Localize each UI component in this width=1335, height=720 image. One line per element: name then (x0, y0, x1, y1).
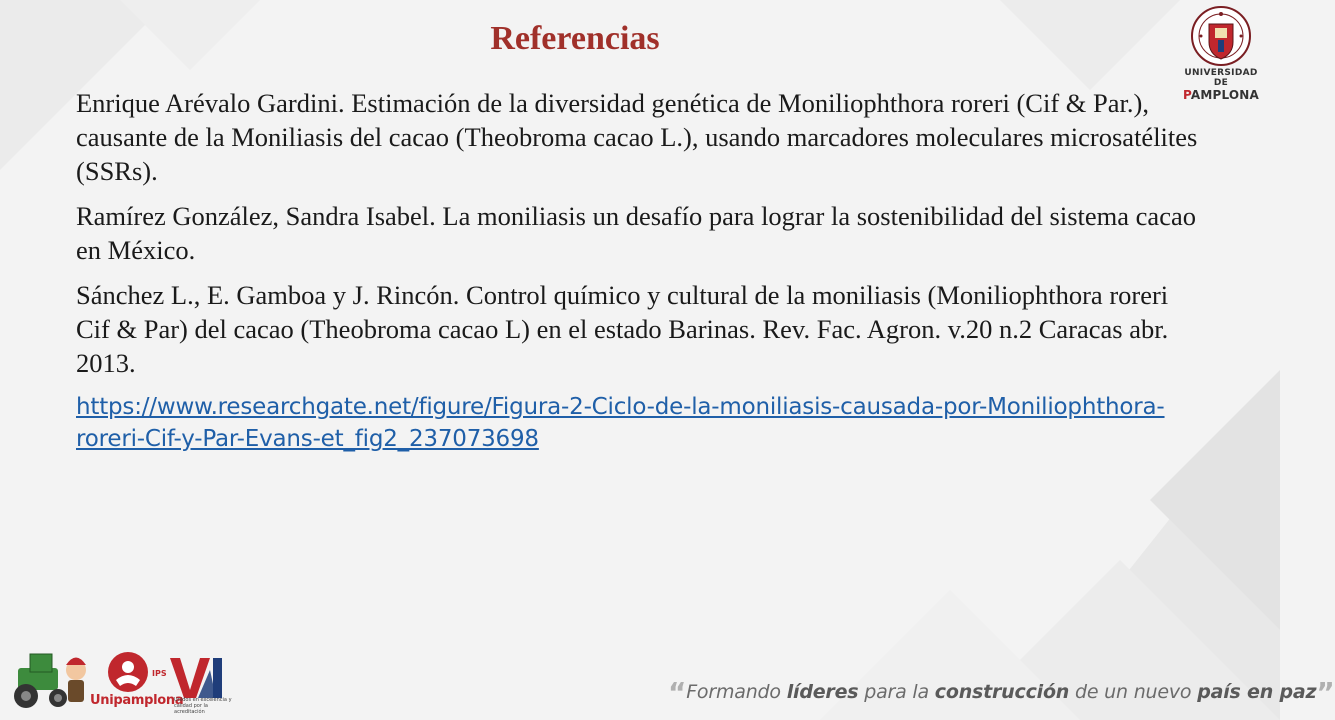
university-name-line2: PAMPLONA (1182, 88, 1260, 102)
accreditation-label: Unidos en excelencia y calidad por la acreditación (174, 697, 232, 715)
reference-item: Ramírez González, Sandra Isabel. La moniliasis un desafío para lograr la sostenibilidad del sistema cacao en México. (76, 201, 1196, 265)
unipamplona-label: Unipamplona (90, 693, 184, 708)
reference-item: Enrique Arévalo Gardini. Estimación de la diversidad genética de Moniliophthora roreri (Cif & Par.), causante de la Moniliasis del cacao (Theobroma cacao L.), usando marcadores moleculares microsatélites (SSRs). (76, 88, 1198, 186)
unipamplona-ips-icon (108, 652, 148, 692)
tractor-mascot-icon (14, 654, 86, 708)
reference-item: Sánchez L., E. Gamboa y J. Rincón. Control químico y cultural de la moniliasis (Moniliophthora roreri Cif & Par) del cacao (Theobroma cacao L) en el estado Barinas. Rev. Fac. Agron. v.20 n.2 Caracas abr. 2013. (76, 280, 1169, 378)
close-quote: ” (1316, 676, 1335, 709)
ips-label: IPS (152, 669, 167, 678)
slogan: “Formando líderes para la construcción de un nuevo país en paz” (668, 676, 1335, 709)
slide-title: Referencias (490, 20, 660, 57)
references-list (76, 86, 1206, 466)
reference-link[interactable]: https://www.researchgate.net/figure/Figura-2-Ciclo-de-la-moniliasis-causada-por-Moniliophthora-roreri-Cif-y-Par-Evans-et_fig2_237073698 (76, 394, 1165, 452)
open-quote: “ (668, 676, 687, 709)
reference-link-item (76, 391, 1206, 455)
university-name-line1: UNIVERSIDAD DE (1184, 68, 1258, 88)
vai-icon (170, 658, 222, 698)
university-crest-icon (1191, 4, 1251, 68)
